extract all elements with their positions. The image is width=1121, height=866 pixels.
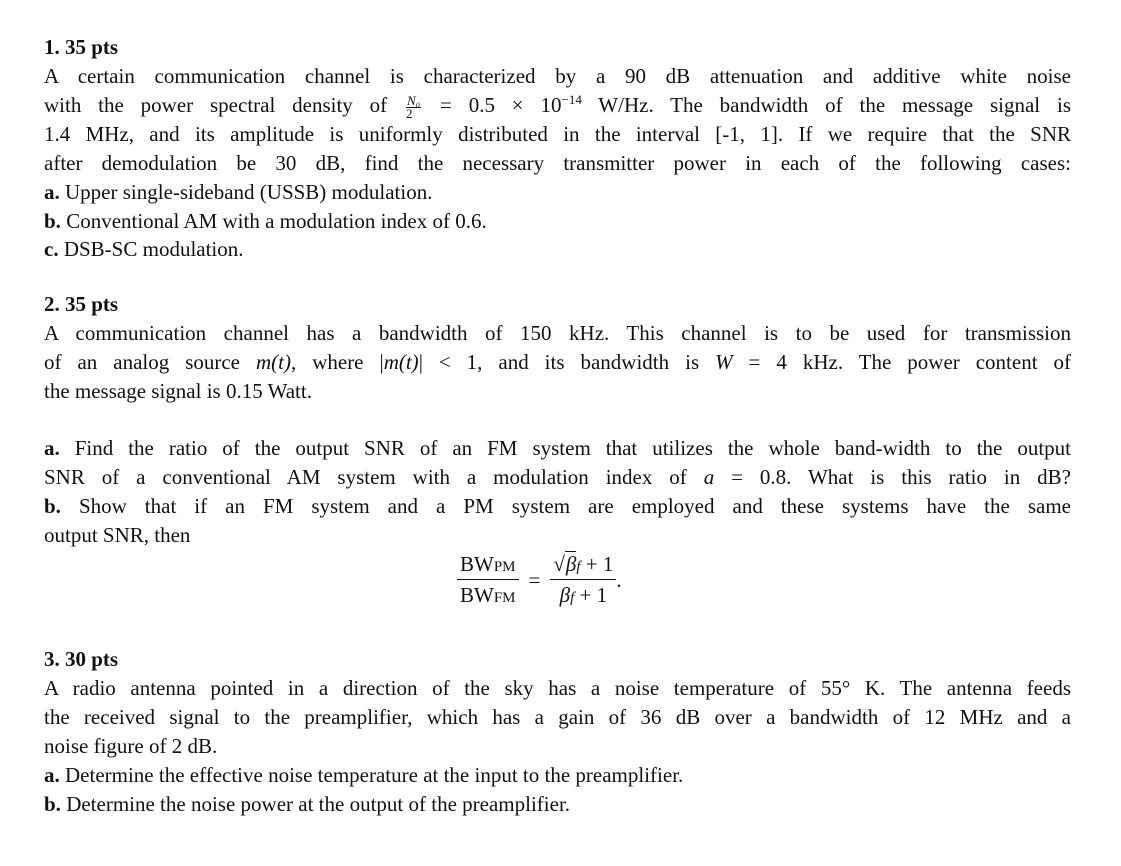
problem2-line2-post: | < 1, and its bandwidth is — [418, 350, 716, 374]
bw-text: BW — [460, 583, 494, 607]
fm-subscript: FM — [493, 590, 516, 606]
problem1-line2-post: W/Hz. The bandwidth of the message signal is — [581, 93, 1071, 117]
beta: β — [559, 583, 571, 607]
plus-one: + 1 — [574, 583, 608, 607]
rhs-numerator — [550, 552, 616, 580]
lhs-numerator — [457, 552, 519, 580]
noise-psd-fraction — [405, 92, 421, 121]
bandwidth-ratio-equation — [457, 548, 622, 612]
part-label: b. — [44, 494, 61, 518]
math-W: W — [715, 350, 733, 374]
problem1-line2-mid: = 0.5 × 10 — [423, 93, 562, 117]
problem1-text-line1: A certain communication channel is characterized by a 90 dB attenuation and additive white noise — [44, 64, 1071, 88]
problem2-text-line3: the message signal is 0.15 Watt. — [44, 379, 312, 403]
problem2-heading: 2. 35 pts — [44, 292, 119, 316]
part-text: Upper single-sideband (USSB) modulation. — [59, 180, 433, 204]
problem2-text-line1: A communication channel has a bandwidth of 150 kHz. This channel is to be used for transmission — [44, 321, 1071, 345]
problem1-part-a — [44, 178, 432, 207]
problem3-part-a — [44, 761, 683, 790]
frac-denominator: 2 — [405, 105, 413, 121]
problem2-part-a-line2 — [44, 463, 1071, 492]
f-subscript: f — [576, 559, 581, 575]
frac-numerator: N₀ — [406, 92, 421, 108]
part-label: a. — [44, 763, 60, 787]
problem2-part-b-line2: output SNR, then — [44, 523, 191, 547]
rhs-fraction — [550, 552, 616, 608]
part-text: Determine the effective noise temperature at the input to the preamplifier. — [59, 763, 684, 787]
part-label: b. — [44, 209, 61, 233]
problem3-text-line2: the received signal to the preamplifier, which has a gain of 36 dB over a bandwidth of 12 MHz and a — [44, 705, 1071, 729]
f-subscript: f — [570, 590, 575, 606]
equals-sign: = — [528, 567, 541, 592]
part-text: Conventional AM with a modulation index of 0.6. — [60, 209, 487, 233]
part-text: Find the ratio of the output SNR of an FM system that utilizes the whole band-width to the output — [59, 436, 1071, 460]
problem1-heading: 1. 35 pts — [44, 35, 119, 59]
pm-subscript: PM — [493, 559, 516, 575]
problem2-line2-mid: , where | — [290, 350, 384, 374]
problem1-part-b — [44, 207, 487, 236]
problem2-part-a-line1 — [44, 434, 1071, 463]
plus-one: + 1 — [580, 552, 614, 576]
sqrt-beta: β — [565, 552, 577, 576]
problem2-line2-end: = 4 kHz. The power content of — [732, 350, 1072, 374]
part-text: DSB-SC modulation. — [58, 237, 244, 261]
math-a: a — [703, 465, 715, 489]
part-label: c. — [44, 237, 59, 261]
part-text-post: = 0.8. What is this ratio in dB? — [714, 465, 1072, 489]
problem3-text-line1: A radio antenna pointed in a direction of the sky has a noise temperature of 55° K. The antenna feeds — [44, 676, 1071, 700]
problem3-part-b — [44, 790, 570, 819]
problem1-line2-pre: with the power spectral density of — [44, 93, 388, 117]
sqrt-symbol: √ — [553, 552, 565, 576]
problem1-text-line3: 1.4 MHz, and its amplitude is uniformly distributed in the interval [-1, 1]. If we require that the SNR — [44, 122, 1071, 146]
part-text-pre: SNR of a conventional AM system with a modulation index of — [44, 465, 704, 489]
part-label: a. — [44, 180, 60, 204]
equation-period: . — [616, 567, 622, 592]
problem1-text-line2 — [44, 91, 1071, 120]
lhs-fraction — [457, 552, 519, 608]
part-text: Show that if an FM system and a PM system are employed and these systems have the same — [60, 494, 1071, 518]
problem2-part-b-line1 — [44, 492, 1071, 521]
part-text: Determine the noise power at the output of the preamplifier. — [60, 792, 571, 816]
problem3-heading: 3. 30 pts — [44, 647, 119, 671]
part-label: b. — [44, 792, 61, 816]
math-m-of-t: m(t) — [255, 350, 291, 374]
exponent: −14 — [561, 92, 582, 107]
bw-text: BW — [460, 552, 494, 576]
part-label: a. — [44, 436, 60, 460]
problem3-text-line3: noise figure of 2 dB. — [44, 734, 218, 758]
problem1-text-line4: after demodulation be 30 dB, find the necessary transmitter power in each of the following cases: — [44, 151, 1071, 175]
problem2-line2-pre: of an analog source — [44, 350, 256, 374]
problem2-text-line2 — [44, 348, 1071, 377]
lhs-denominator — [457, 580, 519, 608]
problem1-part-c — [44, 235, 244, 264]
math-m-of-t-abs: m(t) — [383, 350, 419, 374]
rhs-denominator — [557, 580, 610, 608]
